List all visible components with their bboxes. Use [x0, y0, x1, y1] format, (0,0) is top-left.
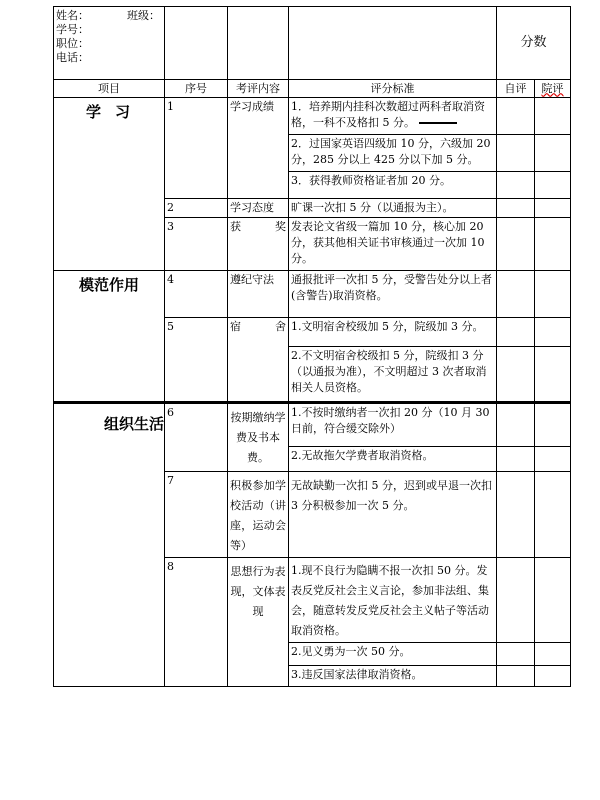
row-content: 学习成绩 — [228, 98, 289, 199]
phone-label: 电话： — [56, 51, 89, 64]
college-score-cell[interactable] — [535, 558, 571, 643]
header-row — [54, 80, 571, 98]
row-number: 7 — [165, 472, 228, 558]
self-score-cell[interactable] — [497, 447, 535, 472]
criterion-text: 2.不文明宿舍校级扣 5 分，院级扣 3 分（以通报为准），不文明超过 3 次者取消相关人员资格。 — [289, 347, 497, 403]
self-score-cell[interactable] — [497, 643, 535, 666]
blank-cell — [289, 7, 497, 80]
row-number: 6 — [165, 403, 228, 472]
blank-cell — [165, 7, 228, 80]
header-content: 考评内容 — [228, 80, 289, 98]
row-number: 1 — [165, 98, 228, 199]
criterion-text: 1.不按时缴纳者一次扣 20 分（10 月 30 日前，符合缓交除外） — [289, 403, 497, 447]
row-number: 4 — [165, 271, 228, 318]
score-label: 分数 — [520, 35, 547, 50]
name-line — [56, 9, 162, 23]
college-score-cell[interactable] — [535, 666, 571, 687]
college-score-cell[interactable] — [535, 199, 571, 218]
criterion-text: 发表论文省级一篇加 10 分，核心加 20 分，获其他相关证书审核通过一次加 10 分。 — [289, 218, 497, 271]
criterion-text: 3．获得教师资格证者加 20 分。 — [289, 172, 497, 199]
table-row — [54, 271, 571, 318]
header-item: 项目 — [54, 80, 165, 98]
criterion-text: 1.文明宿舍校级加 5 分，院级加 3 分。 — [289, 318, 497, 347]
row-content: 获 奖 — [228, 218, 289, 271]
self-score-cell[interactable] — [497, 98, 535, 135]
criterion-text: 3.违反国家法律取消资格。 — [289, 666, 497, 687]
college-score-cell[interactable] — [535, 98, 571, 135]
self-score-cell[interactable] — [497, 199, 535, 218]
college-score-cell[interactable] — [535, 347, 571, 403]
criterion-text: 2.无故拖欠学费者取消资格。 — [289, 447, 497, 472]
self-score-cell[interactable] — [497, 135, 535, 172]
table-row — [54, 98, 571, 135]
self-score-cell[interactable] — [497, 403, 535, 447]
self-score-cell[interactable] — [497, 218, 535, 271]
table-row — [54, 403, 571, 447]
header-self: 自评 — [497, 80, 535, 98]
personal-info-cell — [54, 7, 165, 80]
header-no: 序号 — [165, 80, 228, 98]
college-score-cell[interactable] — [535, 643, 571, 666]
row-content: 学习态度 — [228, 199, 289, 218]
row-content: 按期缴纳学费及书本费。 — [228, 403, 289, 472]
underline-mark — [419, 122, 457, 124]
blank-cell — [228, 7, 289, 80]
college-score-cell[interactable] — [535, 447, 571, 472]
row-number: 8 — [165, 558, 228, 687]
category-org: 组织生活 — [54, 403, 165, 687]
row-number: 2 — [165, 199, 228, 218]
criterion-text: 旷课一次扣 5 分（以通报为主）。 — [289, 199, 497, 218]
college-score-cell[interactable] — [535, 403, 571, 447]
student-id-label: 学号： — [56, 23, 89, 36]
college-score-cell[interactable] — [535, 172, 571, 199]
row-content: 遵纪守法 — [228, 271, 289, 318]
criterion-text: 1.现不良行为隐瞒不报一次扣 50 分。发表反党反社会主义言论，参加非法组、集会，随意转发反党反社会主义帖子等活动取消资格。 — [289, 558, 497, 643]
row-content: 思想行为表现，文体表现 — [228, 558, 289, 687]
header-standard: 评分标准 — [289, 80, 497, 98]
row-content: 宿 舍 — [228, 318, 289, 403]
position-label: 职位： — [56, 37, 89, 50]
criterion-text: 2．过国家英语四级加 10 分，六级加 20 分，285 分以上 425 分以下加 5 分。 — [289, 135, 497, 172]
college-score-cell[interactable] — [535, 472, 571, 558]
evaluation-form — [53, 6, 571, 687]
criterion-cell — [289, 98, 497, 135]
header-college-text: 院评 — [541, 81, 564, 95]
category-study: 学习 — [54, 98, 165, 271]
self-score-cell[interactable] — [497, 271, 535, 318]
row-number: 3 — [165, 218, 228, 271]
score-cell — [497, 7, 571, 80]
self-score-cell[interactable] — [497, 318, 535, 347]
self-score-cell[interactable] — [497, 666, 535, 687]
self-score-cell[interactable] — [497, 347, 535, 403]
row-content: 积极参加学校活动（讲座，运动会等） — [228, 472, 289, 558]
header-college — [535, 80, 571, 98]
self-score-cell[interactable] — [497, 172, 535, 199]
row-number: 5 — [165, 318, 228, 403]
class-label: 班级： — [127, 9, 160, 22]
college-score-cell[interactable] — [535, 218, 571, 271]
evaluation-table — [53, 6, 571, 687]
criterion-text: 通报批评一次扣 5 分，受警告处分以上者(含警告)取消资格。 — [289, 271, 497, 318]
category-model: 模范作用 — [54, 271, 165, 403]
name-label: 姓名： — [56, 9, 89, 22]
criterion-text: 2.见义勇为一次 50 分。 — [289, 643, 497, 666]
criterion-text: 1．培养期内挂科次数超过两科者取消资格，一科不及格扣 5 分。 — [291, 100, 485, 129]
criterion-text: 无故缺勤一次扣 5 分，迟到或早退一次扣 3 分积极参加一次 5 分。 — [289, 472, 497, 558]
college-score-cell[interactable] — [535, 318, 571, 347]
college-score-cell[interactable] — [535, 271, 571, 318]
college-score-cell[interactable] — [535, 135, 571, 172]
self-score-cell[interactable] — [497, 472, 535, 558]
self-score-cell[interactable] — [497, 558, 535, 643]
info-row — [54, 7, 571, 80]
